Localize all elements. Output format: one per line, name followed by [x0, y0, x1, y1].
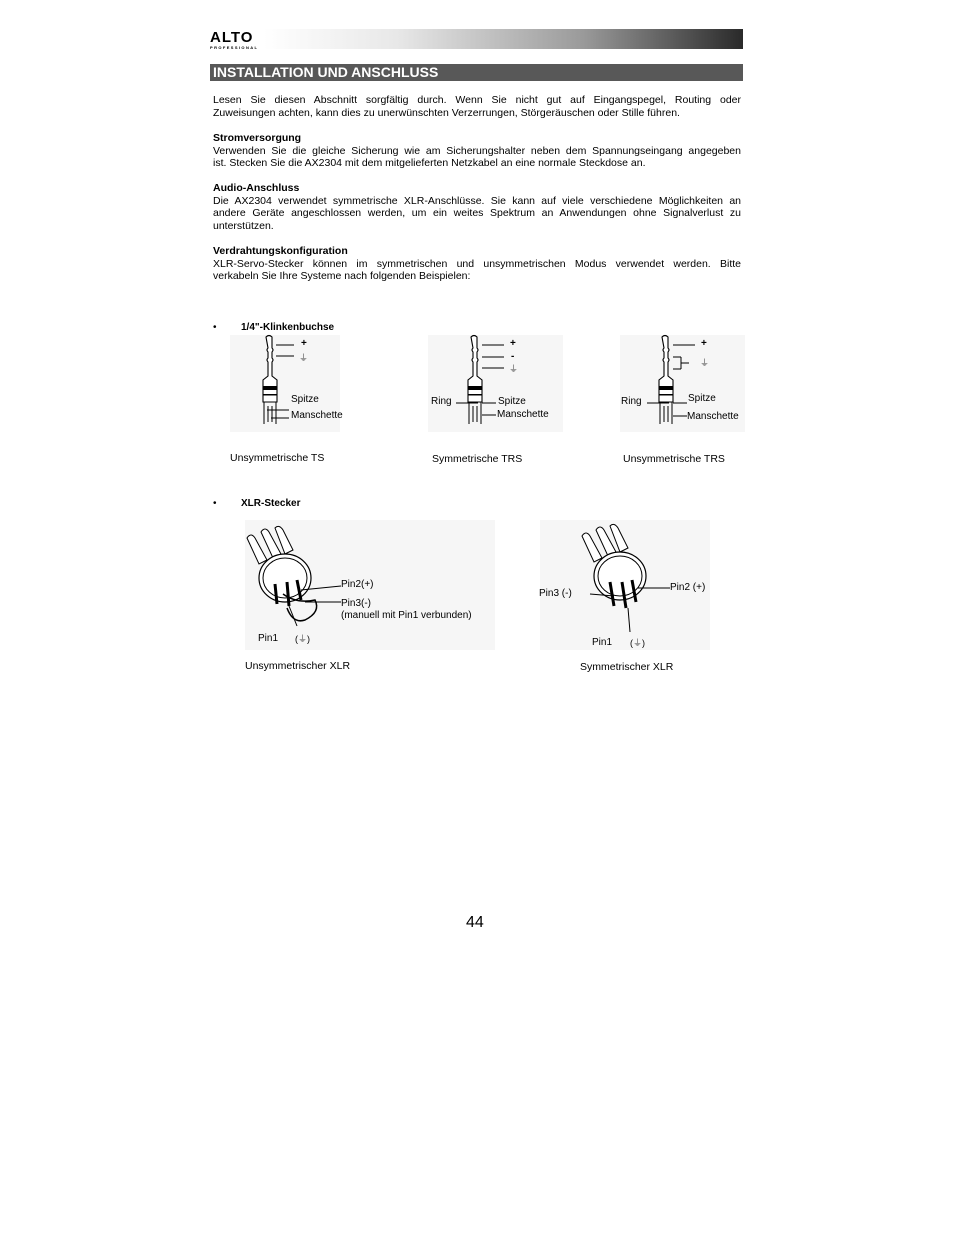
- section-title: INSTALLATION UND ANSCHLUSS: [213, 64, 439, 80]
- ts-plus-sign: +: [301, 338, 307, 349]
- intro-paragraph: [213, 94, 741, 119]
- trs-bal-tip-label: Spitze: [498, 396, 526, 407]
- power-paragraph: [213, 132, 741, 170]
- xlr-bal-pin3-label: Pin3 (-): [539, 588, 572, 599]
- wiring-heading: Verdrahtungskonfiguration: [213, 245, 348, 257]
- bullet-jack: •: [213, 322, 217, 333]
- xlr-unbal-caption: Unsymmetrischer XLR: [245, 660, 351, 672]
- wiring-line-2: verkabeln Sie Ihre Systeme nach folgenden Beispielen:: [213, 270, 471, 283]
- trs-bal-sleeve-label: Manschette: [497, 409, 549, 420]
- xlr-unbal-ground-icon: (⏚): [295, 634, 310, 644]
- audio-paragraph: [213, 182, 741, 232]
- trs-unbal-plus-sign: +: [701, 338, 707, 349]
- power-line-1: Verwenden Sie die gleiche Sicherung wie am Sicherungshalter neben dem Spannungseingang angegeben: [213, 144, 741, 157]
- trs-bal-plus-sign: +: [510, 338, 516, 349]
- header-gradient-bar: [210, 29, 743, 49]
- logo-subtext: PROFESSIONAL: [210, 45, 259, 50]
- wiring-line-1: XLR-Servo-Stecker können im symmetrischen und unsymmetrischen Modus verwendet werden. Bitte: [213, 257, 741, 270]
- intro-line-2: Zuweisungen achten, kann dies zu unerwünschten Verzerrungen, Störgeräuschen oder Stille führen.: [213, 106, 680, 119]
- audio-line-1: Die AX2304 verwendet symmetrische XLR-Anschlüsse. Sie kann auf viele verschiedene Möglichkeiten an: [213, 194, 741, 207]
- logo-text: ALTO: [210, 29, 254, 46]
- page-number: 44: [466, 914, 484, 931]
- trs-bal-minus-sign: -: [511, 351, 515, 362]
- audio-line-3: unterstützen.: [213, 219, 274, 232]
- wiring-paragraph: [213, 245, 741, 283]
- bullet-xlr: •: [213, 498, 217, 509]
- ts-caption: Unsymmetrische TS: [230, 452, 325, 464]
- audio-line-2: andere Geräte angeschlossen werden, um ein weites Spektrum an Anwendungen ohne Signalverlust zu: [213, 207, 741, 220]
- power-heading: Stromversorgung: [213, 132, 302, 144]
- xlr-unbal-pin3-note: (manuell mit Pin1 verbunden): [341, 610, 472, 621]
- xlr-unbal-pin1-label: Pin1: [258, 633, 279, 644]
- trs-bal-caption: Symmetrische TRS: [432, 453, 523, 465]
- trs-unbal-tip-label: Spitze: [688, 393, 716, 404]
- ts-tip-label: Spitze: [291, 394, 319, 405]
- trs-bal-ground-icon: ⏚: [509, 364, 519, 374]
- trs-unbal-caption: Unsymmetrische TRS: [623, 453, 725, 465]
- section-header: [210, 64, 743, 81]
- xlr-unbal-pin3-label: Pin3(-): [341, 598, 372, 609]
- xlr-bal-connector-icon: [580, 526, 680, 646]
- xlr-bal-pin1-label: Pin1: [592, 637, 613, 648]
- xlr-bal-caption: Symmetrischer XLR: [580, 661, 674, 673]
- power-line-2: ist. Stecken Sie die AX2304 mit dem mitgelieferten Netzkabel an eine normale Steckdose an.: [213, 157, 646, 170]
- xlr-unbal-pin2-label: Pin2(+): [341, 579, 374, 590]
- xlr-section-label: XLR-Stecker: [241, 498, 301, 509]
- xlr-bal-pin2-label: Pin2 (+): [670, 582, 706, 593]
- trs-unbal-ring-label: Ring: [621, 396, 642, 407]
- ts-sleeve-label: Manschette: [291, 410, 343, 421]
- trs-unbal-ground-icon: ⏚: [700, 358, 710, 368]
- trs-unbal-sleeve-label: Manschette: [687, 411, 739, 422]
- audio-heading: Audio-Anschluss: [213, 182, 300, 194]
- xlr-bal-ground-icon: (⏚): [630, 638, 645, 648]
- alto-logo: [210, 30, 270, 50]
- jack-section-label: 1/4"-Klinkenbuchse: [241, 322, 335, 333]
- xlr-unbal-connector-icon: [245, 528, 345, 648]
- trs-bal-ring-label: Ring: [431, 396, 452, 407]
- ts-ground-icon: ⏚: [299, 353, 309, 363]
- intro-line-1: Lesen Sie diesen Abschnitt sorgfältig durch. Wenn Sie nicht gut auf Eingangspegel, Routing oder: [213, 94, 741, 106]
